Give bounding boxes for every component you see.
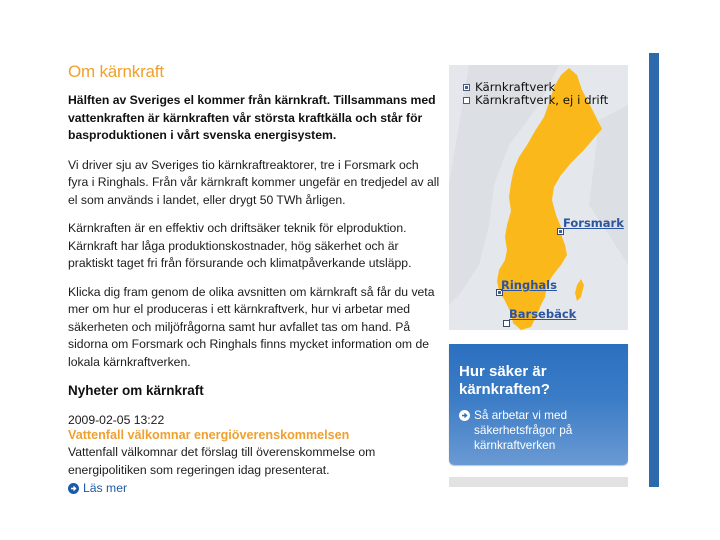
link-line: Så arbetar vi med [474, 408, 568, 422]
promo-title-line: kärnkraften? [459, 381, 550, 398]
news-heading: Nyheter om kärnkraft [68, 383, 204, 398]
news-title-link[interactable]: Vattenfall välkomnar energiöverenskommelsen [68, 428, 350, 442]
body-paragraph: Kärnkraften är en effektiv och driftsäker teknik för elproduktion. Kärnkraft har låga produktionskostnader, hög säkerhet och är praktiskt taget fri från försurande och klimatpåverkande utsläpp. [68, 221, 412, 270]
city-link-forsmark[interactable]: Forsmark [563, 216, 624, 230]
safety-link[interactable] [459, 408, 572, 453]
legend-label: Kärnkraftverk [475, 80, 556, 94]
link-line: säkerhetsfrågor på [474, 423, 573, 437]
sidebar-placeholder-box [449, 477, 628, 487]
empty-square-icon [463, 97, 470, 104]
page-title: Om kärnkraft [68, 62, 164, 81]
barseback-marker-icon[interactable] [503, 320, 510, 327]
main-content [68, 62, 440, 496]
promo-title [459, 363, 550, 399]
legend-label: Kärnkraftverk, ej i drift [475, 93, 609, 107]
city-link-barseback[interactable]: Barsebäck [509, 307, 577, 321]
lead-paragraph: Hälften av Sveriges el kommer från kärnkraft. Tillsammans med vattenkraften är kärnkraften vår största kraftkälla och står för basproduktionen i vårt svenska energisystem. [68, 93, 436, 142]
read-more-label: Läs mer [83, 481, 128, 495]
news-item [68, 413, 440, 496]
body-paragraph: Klicka dig fram genom de olika avsnitten om kärnkraft så får du veta mer om hur el produceras i ett kärnkraftverk, hur vi arbetar med säkerheten och miljöfrågorna samt hur avfallet tas om hand. På sidorna om Forsmark och Ringhals finns mycket information om de lokala kärnkraftverken. [68, 284, 435, 369]
link-line: kärnkraftverken [474, 438, 556, 452]
safety-link-label [474, 408, 572, 453]
news-summary: Vattenfall välkomnar det förslag till överenskommelse om energipolitiken som regeringen idag presenterat. [68, 445, 376, 477]
safety-promo-box[interactable] [449, 344, 628, 465]
legend-item [463, 94, 608, 107]
map-legend [463, 81, 608, 107]
city-link-ringhals[interactable]: Ringhals [501, 278, 557, 292]
sweden-map [449, 65, 628, 330]
arrow-right-circle-icon [68, 483, 79, 494]
promo-title-line: Hur säker är [459, 363, 547, 380]
arrow-right-circle-icon [459, 410, 470, 421]
filled-square-icon [463, 84, 470, 91]
right-edge-bar [649, 53, 659, 487]
body-paragraph: Vi driver sju av Sveriges tio kärnkraftreaktorer, tre i Forsmark och fyra i Ringhals. Från vår kärnkraft kommer ungefär en tredjedel av all el som används i landet, eller drygt 50 TWh årligen. [68, 157, 440, 207]
read-more-link[interactable] [68, 480, 440, 496]
news-date: 2009-02-05 13:22 [68, 413, 165, 427]
